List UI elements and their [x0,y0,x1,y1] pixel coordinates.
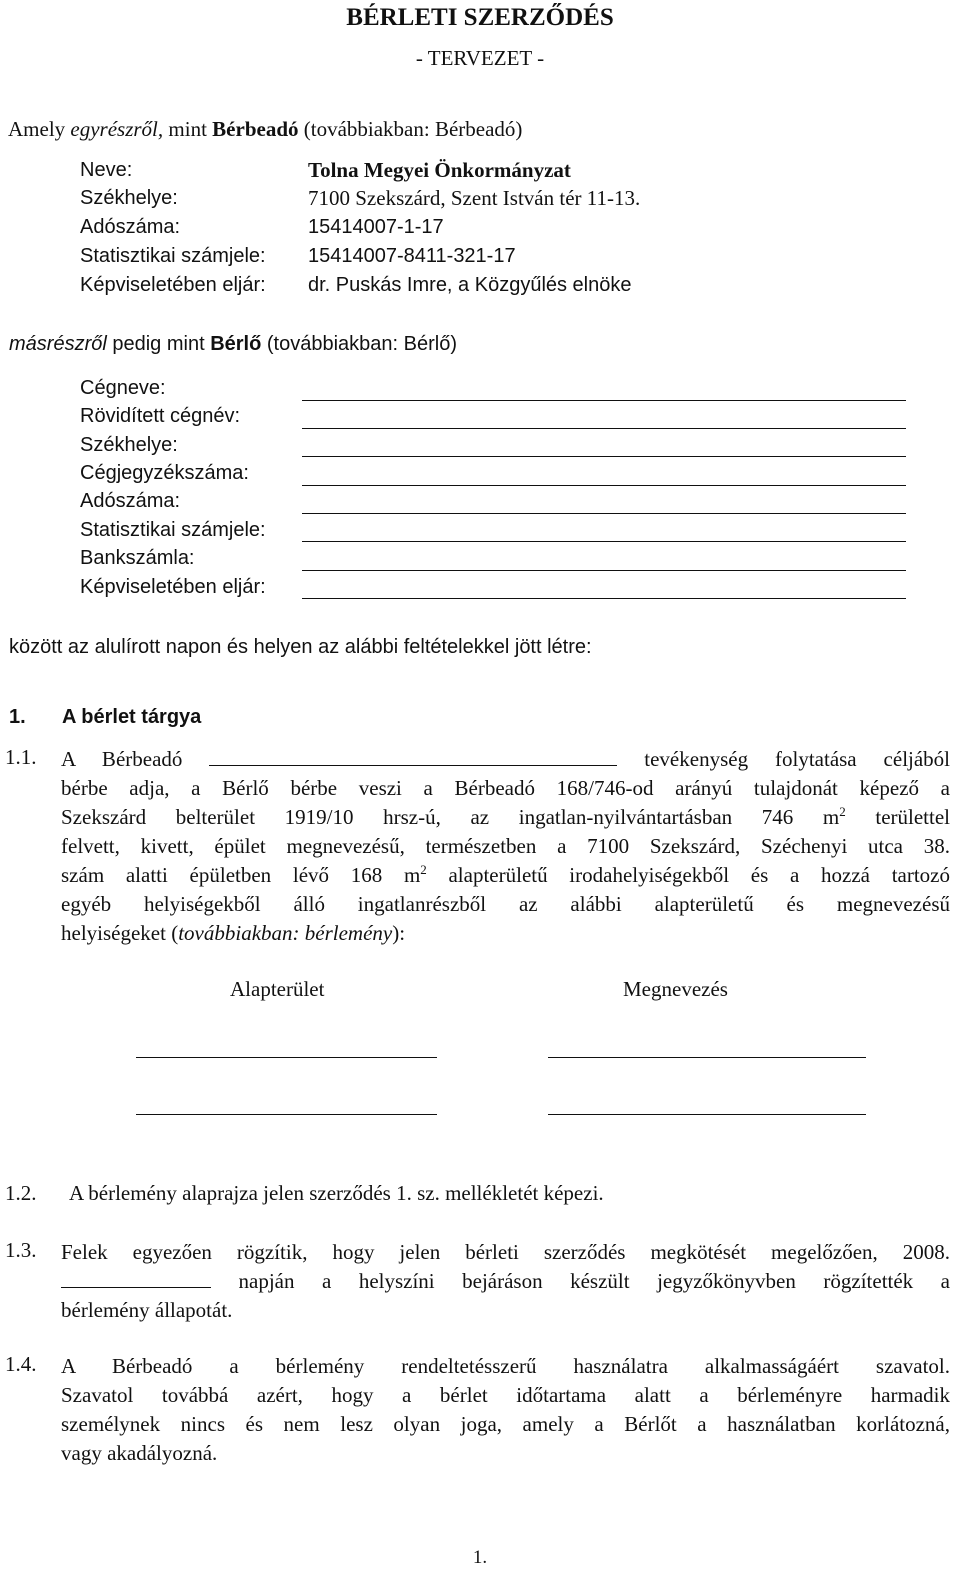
tenant-short-name-blank[interactable] [302,428,906,429]
line-text: alapterületű irodahelyiségekből és a hozzá tartozó [426,863,950,887]
line-text: Szekszárd belterület 1919/10 hrsz-ú, az ingatlan-nyilvántartásban 746 m [61,805,840,829]
between-statement: között az alulírott napon és helyen az alábbi feltételekkel jött létre: [9,636,592,658]
section-title: A bérlet tárgya [62,706,202,728]
lessor-seat-label: Székhelye: [80,187,178,209]
tenant-short-name-label: Rövidített cégnév: [80,405,241,427]
line-text: szám alatti épületben lévő 168 m [61,863,421,887]
intro-text: pedig mint [106,333,211,355]
line-text: ): [392,921,406,945]
lessor-rep-label: Képviseletében eljár: [80,274,266,296]
table-name-blank[interactable] [548,1114,866,1115]
tenant-bank-label: Bankszámla: [80,547,195,569]
table-header-name: Megnevezés [623,977,728,1001]
tenant-stat-blank[interactable] [302,541,906,542]
line-text: napján a helyszíni bejáráson készült jegyzőkönyvben rögzítették a [238,1269,950,1293]
tenant-registry-label: Cégjegyzékszáma: [80,462,249,484]
superscript: 2 [420,862,427,877]
paragraph-line: A Bérbeadó a bérlemény rendeltetésszerű használatra alkalmasságáért szavatol. [61,1354,950,1378]
intro-italic: másrészről [9,333,107,355]
tenant-rep-blank[interactable] [302,598,906,599]
lessor-stat-value: 15414007-8411-321-17 [308,245,516,267]
line-text: helyiségeket ( [61,921,179,945]
table-name-blank[interactable] [548,1057,866,1058]
paragraph-line: felvett, kivett, épület megnevezésű, természetben a 7100 Szekszárd, Széchenyi utca 38. [61,834,950,858]
intro-italic: egyrészről, [70,117,164,141]
lessor-intro [8,117,522,142]
paragraph-line [61,1267,950,1296]
tenant-stat-label: Statisztikai számjele: [80,519,266,541]
lessor-seat-value: 7100 Szekszárd, Szent István tér 11-13. [308,186,641,210]
clause-1-4-number: 1.4. [5,1352,37,1376]
lessor-rep-value: dr. Puskás Imre, a Közgyűlés elnöke [308,274,632,296]
lessor-tax-value: 15414007-1-17 [308,216,444,238]
intro-text: (továbbiakban: Bérlő) [261,333,457,355]
lessor-stat-label: Statisztikai számjele: [80,245,266,267]
clause-1-3-number: 1.3. [5,1238,37,1262]
paragraph-line: Szavatol továbbá azért, hogy a bérlet időtartama alatt a bérleményre harmadik [61,1383,950,1407]
tenant-tax-label: Adószáma: [80,490,181,512]
table-area-blank[interactable] [136,1114,437,1115]
page-number: 1. [472,1547,488,1568]
tenant-bank-blank[interactable] [302,570,906,571]
tenant-company-label: Cégneve: [80,377,166,399]
line-italic: továbbiakban: bérlemény [178,921,393,945]
section-number: 1. [9,706,26,728]
paragraph-line [61,803,950,832]
paragraph-line: egyéb helyiségekből álló ingatlanrészből az alábbi alapterületű és megnevezésű [61,892,950,916]
table-area-blank[interactable] [136,1057,437,1058]
tenant-rep-label: Képviseletében eljár: [80,576,266,598]
clause-1-1-number: 1.1. [5,745,37,769]
date-blank[interactable] [61,1268,211,1288]
clause-1-1-text [61,745,950,948]
activity-blank[interactable] [209,746,617,766]
paragraph-line [61,745,950,774]
line-text: területtel [845,805,950,829]
tenant-company-blank[interactable] [302,400,906,401]
tenant-tax-blank[interactable] [302,513,906,514]
lessor-tax-label: Adószáma: [80,216,181,238]
paragraph-line: bérlemény állapotát. [61,1298,233,1322]
paragraph-line: Felek egyezően rögzítik, hogy jelen bérleti szerződés megkötését megelőzően, 2008. [61,1240,950,1264]
clause-1-2-text: A bérlemény alaprajza jelen szerződés 1. sz. mellékletét képezi. [69,1181,604,1205]
intro-text: (továbbiakban: Bérbeadó) [298,117,523,141]
document-subtitle: - TERVEZET - [415,46,545,70]
lessor-name-label: Neve: [80,159,133,181]
intro-text: mint [163,117,213,141]
clause-1-2-number: 1.2. [5,1181,37,1205]
paragraph-line [61,861,950,890]
clause-1-4-text [61,1352,950,1468]
line-text: tevékenység folytatása céljából [644,747,951,771]
line-text: A Bérbeadó [61,747,183,771]
superscript: 2 [839,804,846,819]
paragraph-line: vagy akadályozná. [61,1441,218,1465]
intro-bold: Bérlő [210,333,262,355]
intro-bold: Bérbeadó [212,117,299,141]
tenant-seat-label: Székhelye: [80,434,178,456]
tenant-seat-blank[interactable] [302,456,906,457]
document-title: BÉRLETI SZERZŐDÉS [346,4,614,31]
clause-1-3-text [61,1238,950,1325]
table-header-area: Alapterület [230,977,325,1001]
intro-text: Amely [8,117,71,141]
paragraph-line: személynek nincs és nem lesz olyan joga, amely a Bérlőt a használatban korlátozná, [61,1412,950,1436]
tenant-registry-blank[interactable] [302,485,906,486]
lessor-name-value: Tolna Megyei Önkormányzat [308,158,571,182]
paragraph-line: bérbe adja, a Bérlő bérbe veszi a Bérbeadó 168/746-od arányú tulajdonát képező a [61,776,950,800]
tenant-intro [9,333,457,356]
paragraph-line [61,919,950,948]
